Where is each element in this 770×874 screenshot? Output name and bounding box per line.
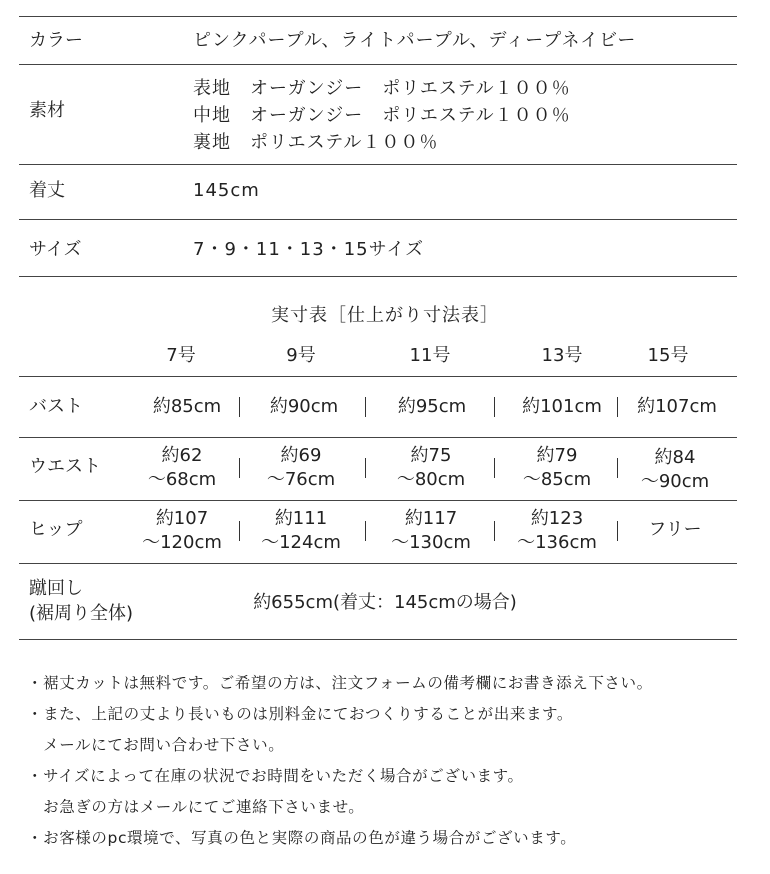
material-label: 素材 bbox=[29, 100, 65, 121]
hip-11-line-1: 約117 bbox=[404, 508, 458, 529]
material-line-1: 表地 オーガンジー ポリエステル１００％ bbox=[193, 78, 571, 99]
waist-7-line-1: 約62 bbox=[161, 445, 203, 466]
note-line: メールにてお問い合わせ下さい。 bbox=[27, 736, 285, 754]
waist-15-line-2: ～90cm bbox=[640, 471, 710, 492]
divider bbox=[19, 16, 737, 17]
divider bbox=[19, 64, 737, 65]
cell-separator bbox=[239, 458, 240, 478]
material-line-3: 裏地 ポリエステル１００％ bbox=[193, 132, 439, 153]
waist-7-line-2: ～68cm bbox=[147, 469, 217, 490]
size-value: 7・9・11・13・15サイズ bbox=[193, 239, 425, 260]
waist-15-line-1: 約84 bbox=[654, 447, 696, 468]
cell-separator bbox=[365, 458, 366, 478]
cell-separator bbox=[494, 458, 495, 478]
color-label: カラー bbox=[29, 30, 83, 51]
color-value: ピンクパープル、ライトパープル、ディープネイビー bbox=[193, 30, 637, 51]
divider bbox=[19, 219, 737, 220]
bust-7: 約85cm bbox=[152, 396, 222, 417]
waist-9-line-1: 約69 bbox=[280, 445, 322, 466]
col-header-7: 7号 bbox=[166, 345, 196, 366]
hip-11-line-2: ～130cm bbox=[391, 532, 471, 553]
waist-11-line-2: ～80cm bbox=[396, 469, 466, 490]
note-line: ・サイズによって在庫の状況でお時間をいただく場合がございます。 bbox=[27, 767, 524, 785]
hem-label-line-1: 蹴回し bbox=[29, 578, 83, 599]
length-value: 145cm bbox=[193, 180, 260, 201]
bust-9: 約90cm bbox=[269, 396, 339, 417]
row-label-hip: ヒップ bbox=[29, 519, 83, 540]
hip-7-line-1: 約107 bbox=[155, 508, 209, 529]
cell-separator bbox=[494, 521, 495, 541]
col-header-9: 9号 bbox=[286, 345, 316, 366]
cell-separator bbox=[365, 397, 366, 417]
divider bbox=[19, 437, 737, 438]
cell-separator bbox=[365, 521, 366, 541]
hip-13-line-2: ～136cm bbox=[517, 532, 597, 553]
hem-label-line-2: (裾周り全体) bbox=[29, 603, 134, 624]
cell-separator bbox=[494, 397, 495, 417]
divider bbox=[19, 563, 737, 564]
length-label: 着丈 bbox=[29, 180, 65, 201]
hem-value: 約655cm(着丈：145cmの場合) bbox=[253, 592, 517, 613]
size-label: サイズ bbox=[29, 239, 82, 260]
bust-13: 約101cm bbox=[522, 396, 602, 417]
hip-13-line-1: 約123 bbox=[530, 508, 584, 529]
hip-7-line-2: ～120cm bbox=[142, 532, 222, 553]
waist-13-line-2: ～85cm bbox=[522, 469, 592, 490]
note-line: ・お客様のpc環境で、写真の色と実際の商品の色が違う場合がございます。 bbox=[27, 829, 577, 847]
note-line: お急ぎの方はメールにてご連絡下さいませ。 bbox=[27, 798, 365, 816]
cell-separator bbox=[239, 521, 240, 541]
hip-9-line-1: 約111 bbox=[274, 508, 328, 529]
waist-13-line-1: 約79 bbox=[536, 445, 578, 466]
col-header-15: 15号 bbox=[647, 345, 689, 366]
divider bbox=[19, 376, 737, 377]
cell-separator bbox=[239, 397, 240, 417]
hip-15: フリー bbox=[648, 519, 702, 540]
divider bbox=[19, 276, 737, 277]
divider bbox=[19, 639, 737, 640]
material-line-2: 中地 オーガンジー ポリエステル１００％ bbox=[193, 105, 571, 126]
row-label-waist: ウエスト bbox=[29, 456, 101, 477]
note-line: ・裾丈カットは無料です。ご希望の方は、注文フォームの備考欄にお書き添え下さい。 bbox=[27, 674, 653, 692]
waist-9-line-2: ～76cm bbox=[266, 469, 336, 490]
col-header-13: 13号 bbox=[541, 345, 583, 366]
hip-9-line-2: ～124cm bbox=[261, 532, 341, 553]
size-table-title: 実寸表［仕上がり寸法表］ bbox=[271, 305, 499, 326]
divider bbox=[19, 164, 737, 165]
divider bbox=[19, 500, 737, 501]
bust-15: 約107cm bbox=[637, 396, 717, 417]
row-label-bust: バスト bbox=[29, 396, 83, 417]
col-header-11: 11号 bbox=[409, 345, 451, 366]
note-line: ・また、上記の丈より長いものは別料金にておつくりすることが出来ます。 bbox=[27, 705, 574, 723]
bust-11: 約95cm bbox=[397, 396, 467, 417]
waist-11-line-1: 約75 bbox=[410, 445, 452, 466]
